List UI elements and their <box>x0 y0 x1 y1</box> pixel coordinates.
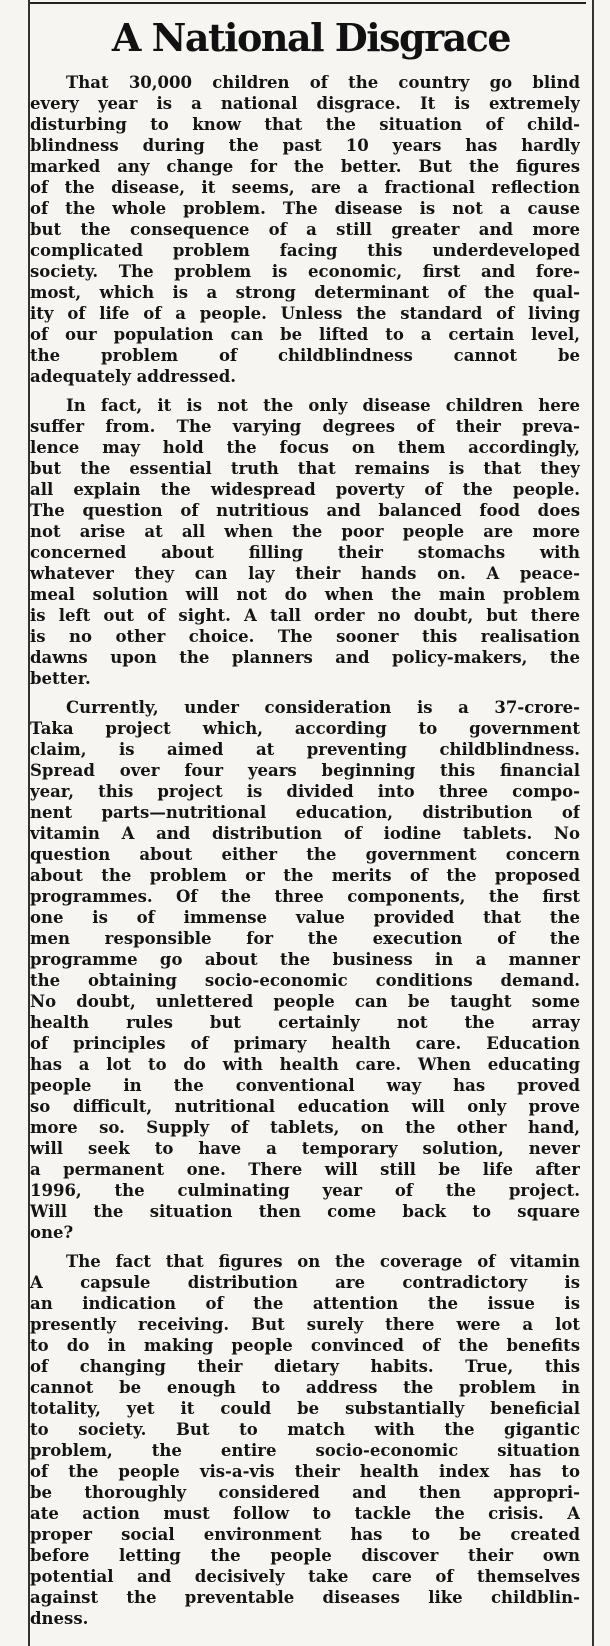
text-line: Currently, under consideration is a 37-crore- <box>66 698 580 717</box>
text-line: dawns upon the planners and policy-makers, the <box>30 648 580 667</box>
text-line: The fact that figures on the coverage of vitamin <box>66 1252 580 1271</box>
text-line: but the essential truth that remains is that they <box>30 459 580 478</box>
text-line: problem, the entire socio-economic situation <box>30 1441 580 1460</box>
text-line: meal solution will not do when the main problem <box>30 585 580 604</box>
text-line: concerned about filling their stomachs with <box>30 543 580 562</box>
text-line: A capsule distribution are contradictory is <box>30 1273 580 1292</box>
text-line: is no other choice. The sooner this realisation <box>30 627 580 646</box>
text-line: better. <box>30 669 91 688</box>
text-line: men responsible for the execution of the <box>30 929 580 948</box>
text-line: not arise at all when the poor people are more <box>30 522 580 541</box>
text-line: a permanent one. There will still be life after <box>30 1160 580 1179</box>
text-line: society. The problem is economic, first and fore- <box>30 262 580 281</box>
paragraph-gap <box>30 1243 580 1251</box>
text-line: before letting the people discover their own <box>30 1546 580 1565</box>
paragraph <box>30 697 580 1243</box>
text-line: proper social environment has to be created <box>30 1525 580 1544</box>
text-line: nent parts—nutritional education, distribution of <box>30 803 580 822</box>
text-line: potential and decisively take care of themselves <box>30 1567 580 1586</box>
text-line: of the people vis-a-vis their health index has to <box>30 1462 580 1481</box>
text-line: Will the situation then come back to square <box>30 1202 580 1221</box>
text-line: to do in making people convinced of the benefits <box>30 1336 580 1355</box>
text-line: so difficult, nutritional education will only prove <box>30 1097 580 1116</box>
text-line: about the problem or the merits of the proposed <box>30 866 580 885</box>
text-line: but the consequence of a still greater and more <box>30 220 580 239</box>
text-line: will seek to have a temporary solution, never <box>30 1139 580 1158</box>
article-body <box>30 72 580 1646</box>
text-line: In fact, it is not the only disease children here <box>66 396 580 415</box>
text-line: totality, yet it could be substantially beneficial <box>30 1399 580 1418</box>
text-line: cannot be enough to address the problem in <box>30 1378 580 1397</box>
text-line: programme go about the business in a manner <box>30 950 580 969</box>
text-line: Spread over four years beginning this financial <box>30 761 580 780</box>
text-line: adequately addressed. <box>30 367 236 386</box>
text-line: vitamin A and distribution of iodine tablets. No <box>30 824 580 843</box>
text-line: has a lot to do with health care. When educating <box>30 1055 580 1074</box>
text-line: against the preventable diseases like childblin- <box>30 1588 580 1607</box>
text-line: marked any change for the better. But the figures <box>30 157 580 176</box>
right-column-rule <box>592 0 594 1646</box>
text-line: claim, is aimed at preventing childblindness. <box>30 740 580 759</box>
text-line: the problem of childblindness cannot be <box>30 346 580 365</box>
text-line: programmes. Of the three components, the first <box>30 887 580 906</box>
text-line: to society. But to match with the gigantic <box>30 1420 580 1439</box>
text-line: people in the conventional way has proved <box>30 1076 580 1095</box>
text-line: all explain the widespread poverty of the people. <box>30 480 580 499</box>
text-line: The question of nutritious and balanced food does <box>30 501 580 520</box>
text-line: more so. Supply of tablets, on the other hand, <box>30 1118 580 1137</box>
text-line: one? <box>30 1223 74 1242</box>
text-line: be thoroughly considered and then appropri- <box>30 1483 580 1502</box>
paragraph <box>30 1251 580 1629</box>
text-line: one is of immense value provided that the <box>30 908 580 927</box>
text-line: is left out of sight. A tall order no doubt, but there <box>30 606 580 625</box>
text-line: of the disease, it seems, are a fractional reflection <box>30 178 580 197</box>
text-line: most, which is a strong determinant of the qual- <box>30 283 580 302</box>
text-line: question about either the government concern <box>30 845 580 864</box>
text-line: of changing their dietary habits. True, this <box>30 1357 580 1376</box>
text-line: Taka project which, according to government <box>30 719 580 738</box>
paragraph <box>30 72 580 387</box>
text-line: blindness during the past 10 years has hardly <box>30 136 580 155</box>
text-line: ate action must follow to tackle the crisis. A <box>30 1504 580 1523</box>
paragraph-gap <box>30 387 580 395</box>
text-line: No doubt, unlettered people can be taught some <box>30 992 580 1011</box>
text-line: of our population can be lifted to a certain level, <box>30 325 580 344</box>
text-line: 1996, the culminating year of the project. <box>30 1181 580 1200</box>
text-line: That 30,000 children of the country go blind <box>66 73 580 92</box>
text-line: dness. <box>30 1609 89 1628</box>
text-line: lence may hold the focus on them accordingly, <box>30 438 580 457</box>
text-line: ity of life of a people. Unless the standard of living <box>30 304 580 323</box>
text-line: suffer from. The varying degrees of their preva- <box>30 417 580 436</box>
paragraph <box>30 395 580 689</box>
text-line: whatever they can lay their hands on. A peace- <box>30 564 580 583</box>
text-line: disturbing to know that the situation of child- <box>30 115 580 134</box>
text-line: health rules but certainly not the array <box>30 1013 580 1032</box>
text-line: the obtaining socio-economic conditions demand. <box>30 971 580 990</box>
text-line: of principles of primary health care. Education <box>30 1034 580 1053</box>
headline: A National Disgrace <box>111 15 511 60</box>
text-line: of the whole problem. The disease is not a cause <box>30 199 580 218</box>
paragraph-gap <box>30 689 580 697</box>
text-line: complicated problem facing this underdeveloped <box>30 241 580 260</box>
text-line: presently receiving. But surely there were a lot <box>30 1315 580 1334</box>
top-rule <box>30 2 586 4</box>
text-line: year, this project is divided into three compo- <box>30 782 580 801</box>
text-line: every year is a national disgrace. It is extremely <box>30 94 580 113</box>
text-line: an indication of the attention the issue is <box>30 1294 580 1313</box>
